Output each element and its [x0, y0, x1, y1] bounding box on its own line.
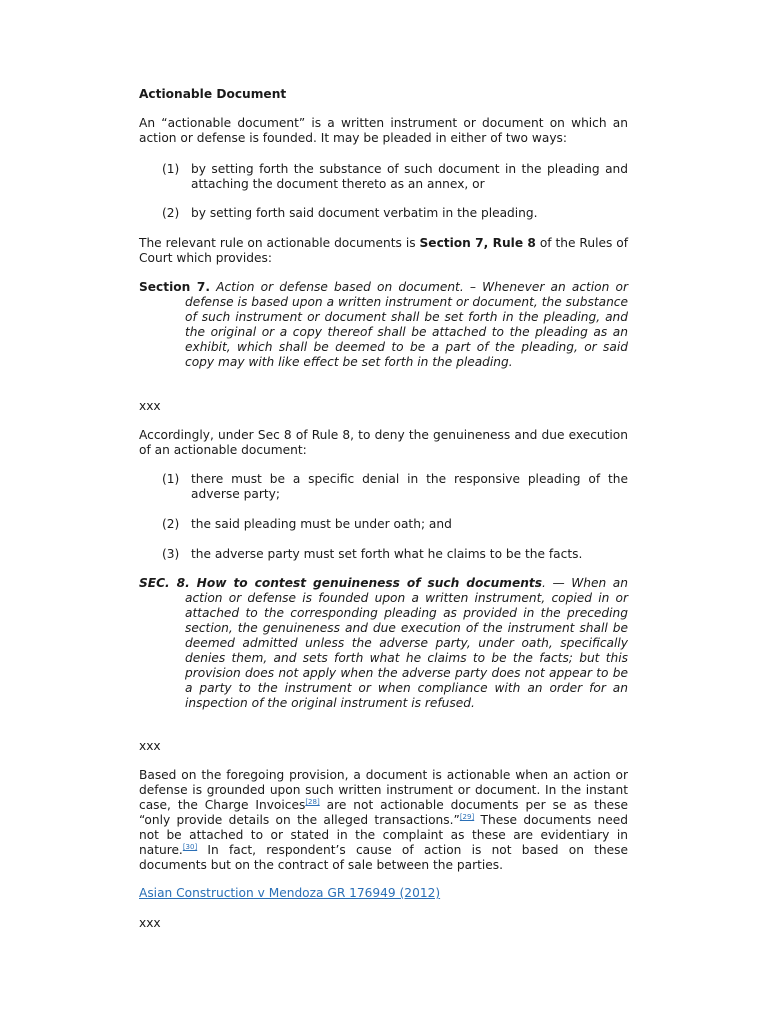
ellipsis-marker: xxx: [139, 916, 161, 930]
ellipsis-marker: xxx: [139, 399, 161, 413]
conclusion-text: are not actionable documents per se as these “only provide details on the alleged transactions.”: [139, 798, 628, 827]
section-7-label: Section 7.: [139, 280, 210, 294]
footnote-link[interactable]: [29]: [459, 812, 475, 821]
section-7-text: Action or defense based on document. – Whenever an action or defense is based upon a written instrument or document, the substance of such instrument or document shall be set forth in the pleading, and the original or a copy thereof shall be attached to the pleading as an exhibit, which shall be deemed to be a part of the pleading, or said copy may with like effect be set forth in the pleading.: [185, 280, 628, 369]
list-text: the said pleading must be under oath; and: [191, 517, 452, 531]
section-8-text: . — When an action or defense is founded upon a written instrument, copied in or attached to the corresponding pleading as provided in the preceding section, the genuineness and due execution of the instrument shall be deemed admitted unless the adverse party, under oath, specifically denies them, and sets forth what he claims to be the facts; but this provision does not apply when the adverse party does not appear to be a party to the instrument or when compliance with an order for an inspection of the original instrument is refused.: [185, 576, 628, 710]
conclusion-text: Based on the foregoing provision, a document is actionable when an action or defense is grounded upon such written instrument or document. In the instant case, the Charge Invoices: [139, 768, 628, 812]
section-8-quote: [139, 576, 628, 711]
list-item: [162, 472, 628, 502]
rule-intro-text: of the Rules of Court which provides:: [139, 236, 628, 265]
footnote-link[interactable]: [28]: [305, 797, 320, 806]
section-7-quote: [139, 280, 628, 370]
list-text: by setting forth said document verbatim in the pleading.: [191, 206, 538, 220]
section-8-label: SEC. 8. How to contest genuineness of such documents: [139, 576, 542, 590]
list-item: [162, 547, 628, 562]
conclusion-text: In fact, respondent’s cause of action is not based on these documents but on the contract of sale between the parties.: [139, 843, 628, 872]
rule-reference: Section 7, Rule 8: [419, 236, 536, 250]
footnote-link[interactable]: [30]: [182, 842, 198, 851]
conclusion-paragraph: [139, 768, 628, 873]
list-text: by setting forth the substance of such document in the pleading and attaching the document thereto as an annex, or: [191, 162, 628, 191]
list-number: (1): [162, 472, 180, 486]
list-item: [162, 162, 628, 192]
rule-intro-text: The relevant rule on actionable documents is: [139, 236, 420, 250]
deny-intro-paragraph: Accordingly, under Sec 8 of Rule 8, to deny the genuineness and due execution of an actionable document:: [139, 428, 628, 457]
list-item: [162, 517, 628, 532]
list-number: (1): [162, 162, 180, 176]
intro-paragraph: An “actionable document” is a written instrument or document on which an action or defense is founded. It may be pleaded in either of two ways:: [139, 116, 628, 145]
conclusion-text: These documents need not be attached to or stated in the complaint as these are evidentiary in nature.: [139, 813, 628, 857]
case-link-line: [139, 886, 440, 901]
list-text: there must be a specific denial in the responsive pleading of the adverse party;: [191, 472, 628, 501]
rule-intro-paragraph: [139, 236, 628, 266]
list-number: (3): [162, 547, 180, 561]
list-text: the adverse party must set forth what he claims to be the facts.: [191, 547, 583, 561]
list-item: [162, 206, 628, 221]
ellipsis-marker: xxx: [139, 739, 161, 753]
case-citation-link[interactable]: Asian Construction v Mendoza GR 176949 (2012): [139, 886, 441, 900]
list-number: (2): [162, 206, 180, 220]
document-title: Actionable Document: [139, 87, 287, 101]
list-number: (2): [162, 517, 180, 531]
